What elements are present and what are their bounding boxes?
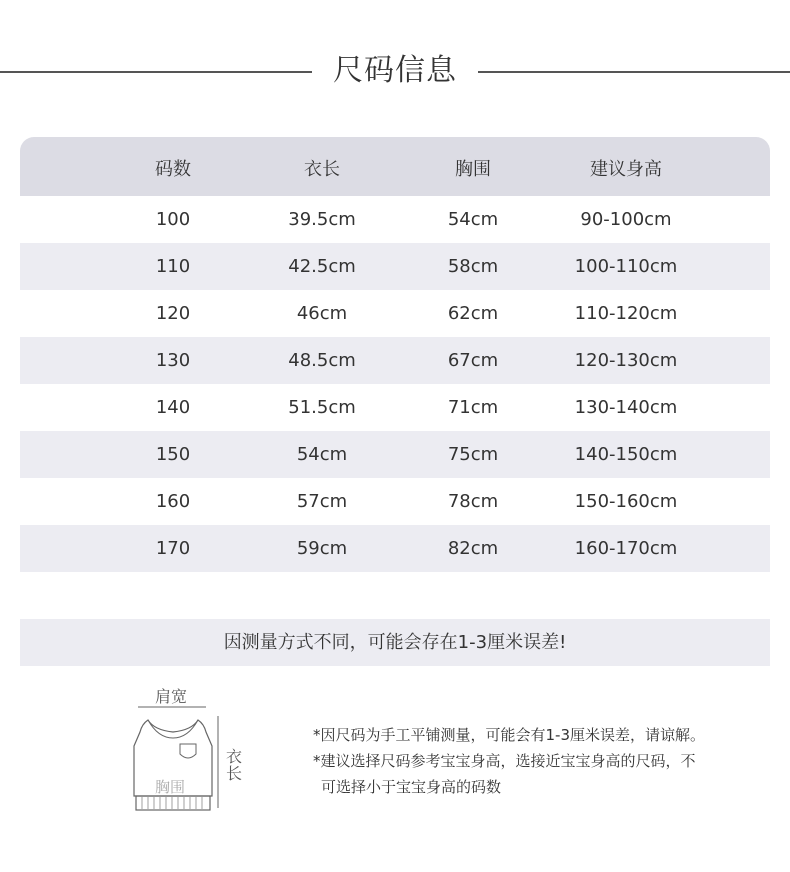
cell-chest: 58cm — [447, 256, 499, 277]
title-divider-left — [0, 71, 312, 73]
size-table — [20, 137, 770, 572]
cell-height: 100-110cm — [574, 256, 678, 277]
chest-label: 胸围 — [155, 778, 186, 796]
table-row — [20, 431, 770, 478]
cell-size: 130 — [155, 350, 191, 371]
table-row — [20, 384, 770, 431]
cell-height: 110-120cm — [574, 303, 678, 324]
cell-chest: 82cm — [447, 538, 499, 559]
note-line: *建议选择尺码参考宝宝身高，选接近宝宝身高的尺码，不 — [313, 752, 696, 770]
table-row — [20, 478, 770, 525]
measurement-diagram — [118, 680, 258, 830]
header-length: 衣长 — [304, 159, 340, 180]
shoulder-width-label: 肩宽 — [155, 687, 188, 706]
header-chest: 胸围 — [455, 159, 491, 180]
table-header — [20, 137, 770, 196]
cell-length: 39.5cm — [288, 209, 356, 230]
cell-length: 51.5cm — [288, 397, 356, 418]
cell-length: 57cm — [296, 491, 348, 512]
cell-chest: 67cm — [447, 350, 499, 371]
cell-size: 170 — [155, 538, 191, 559]
cell-height: 120-130cm — [574, 350, 678, 371]
section-title — [0, 50, 790, 92]
cell-height: 90-100cm — [580, 209, 672, 230]
cell-chest: 54cm — [447, 209, 499, 230]
table-row — [20, 196, 770, 243]
cell-chest: 78cm — [447, 491, 499, 512]
cell-chest: 71cm — [447, 397, 499, 418]
cell-size: 140 — [155, 397, 191, 418]
size-notes — [313, 722, 753, 800]
title-divider-right — [478, 71, 790, 73]
cell-chest: 62cm — [447, 303, 499, 324]
cell-length: 54cm — [296, 444, 348, 465]
cell-length: 59cm — [296, 538, 348, 559]
table-row — [20, 243, 770, 290]
table-row — [20, 525, 770, 572]
note-line: *因尺码为手工平铺测量，可能会有1-3厘米误差，请谅解。 — [313, 726, 706, 744]
table-row — [20, 290, 770, 337]
cell-length: 48.5cm — [288, 350, 356, 371]
header-height: 建议身高 — [590, 159, 662, 180]
cell-chest: 75cm — [447, 444, 499, 465]
cell-size: 100 — [155, 209, 191, 230]
cell-height: 140-150cm — [574, 444, 678, 465]
cell-length: 46cm — [296, 303, 348, 324]
table-row — [20, 337, 770, 384]
cell-size: 160 — [155, 491, 191, 512]
cell-height: 130-140cm — [574, 397, 678, 418]
cell-length: 42.5cm — [288, 256, 356, 277]
length-label: 衣长 — [226, 747, 243, 783]
cell-size: 110 — [155, 256, 191, 277]
cell-height: 160-170cm — [574, 538, 678, 559]
header-size: 码数 — [155, 159, 191, 180]
cell-height: 150-160cm — [574, 491, 678, 512]
measurement-error-banner: 因测量方式不同，可能会存在1-3厘米误差! — [20, 619, 770, 666]
cell-size: 150 — [155, 444, 191, 465]
cell-size: 120 — [155, 303, 191, 324]
page-title: 尺码信息 — [333, 53, 457, 88]
note-line: 可选择小于宝宝身高的码数 — [321, 778, 502, 796]
